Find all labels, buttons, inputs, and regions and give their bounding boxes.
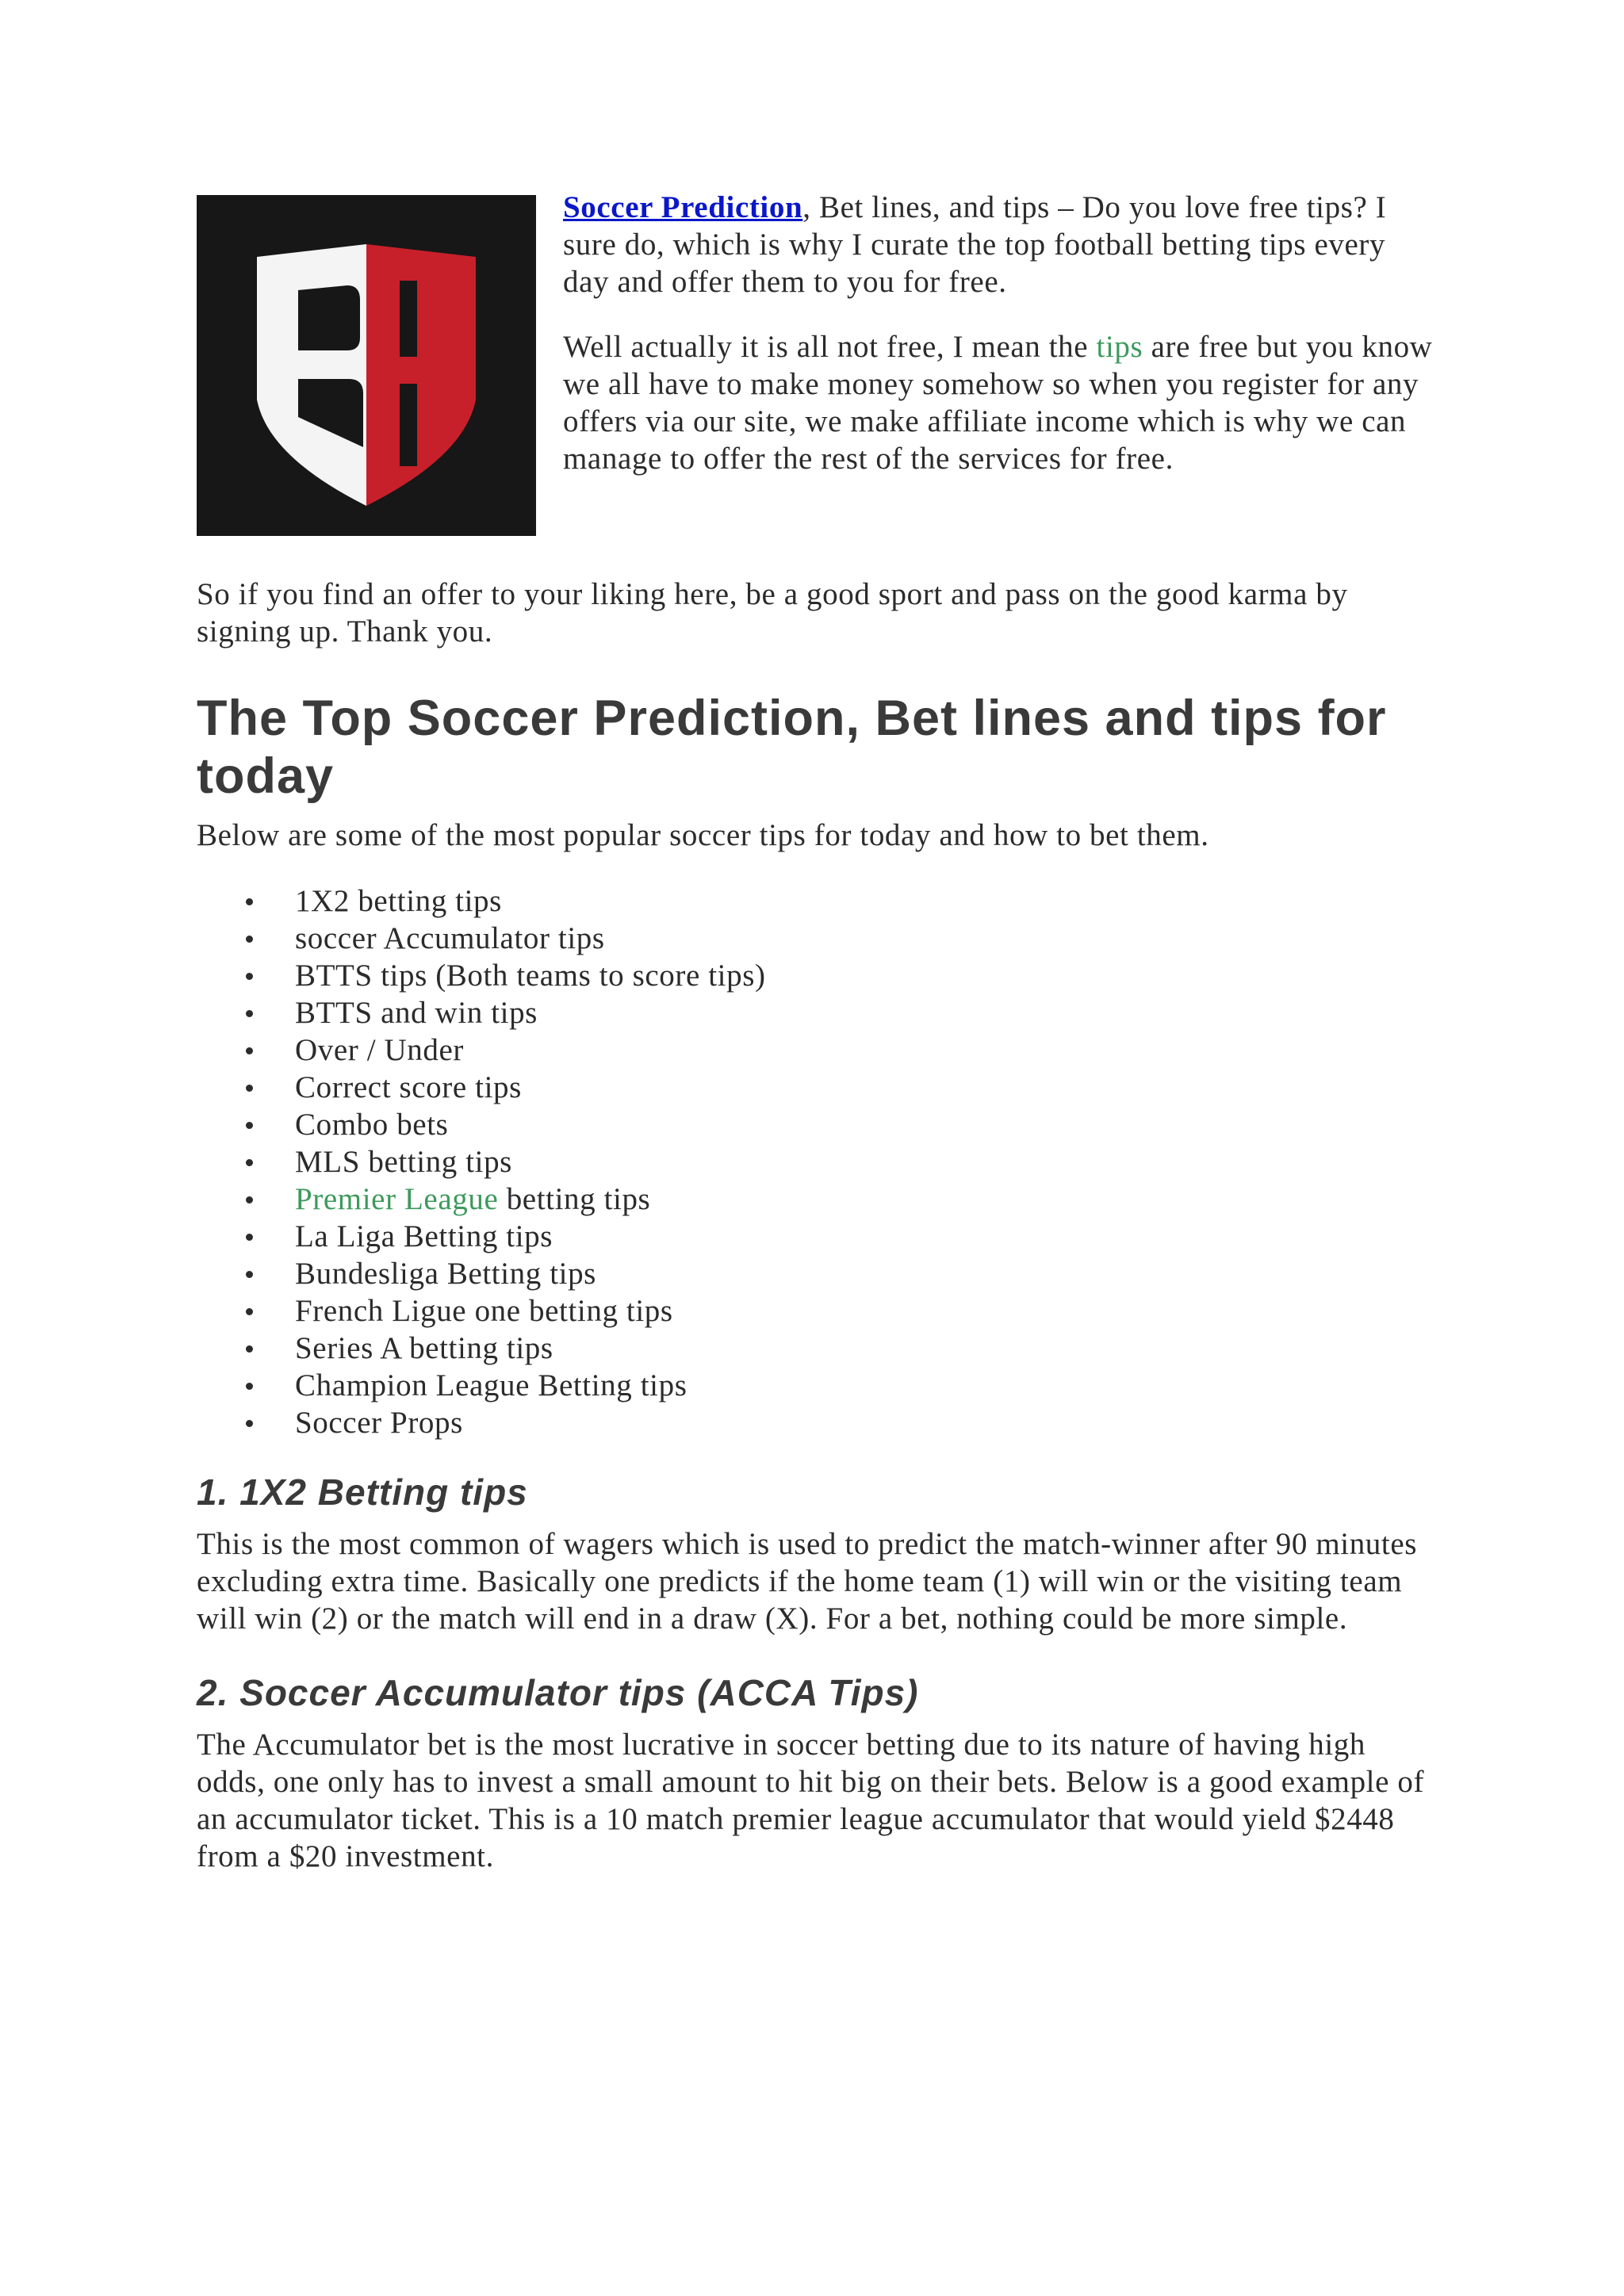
bullet-icon (246, 1308, 253, 1315)
tips-intro-paragraph: Below are some of the most popular soccer tips for today and how to bet them. (197, 818, 1209, 852)
signup-paragraph: So if you find an offer to your liking here, be a good sport and pass on the good karma by signing up. Thank you. (197, 577, 1348, 649)
list-item (295, 882, 1434, 920)
list-item-label: 1X2 betting tips (295, 884, 502, 918)
bullet-icon (246, 936, 253, 943)
list-item-label: betting tips (498, 1182, 651, 1216)
list-item-label: BTTS and win tips (295, 996, 538, 1030)
list-item (295, 1069, 1434, 1106)
bullet-icon (246, 973, 253, 980)
bullet-icon (246, 1085, 253, 1092)
intro-paragraph-1-text: , Bet lines, and tips – Do you love free tips? I sure do, which is why I curate the top football betting tips every day and offer them to you for free. (563, 190, 1387, 299)
bullet-icon (246, 1196, 253, 1203)
list-item (295, 920, 1434, 957)
list-item (295, 1218, 1434, 1255)
bullet-icon (246, 1345, 253, 1353)
list-item (295, 957, 1434, 994)
list-item-label: French Ligue one betting tips (295, 1294, 673, 1328)
list-item (295, 1367, 1434, 1404)
intro-paragraph-2-start: Well actually it is all not free, I mean the (563, 330, 1097, 364)
premier-league-link[interactable]: Premier League (295, 1182, 499, 1216)
soccer-prediction-link[interactable]: Soccer Prediction (563, 190, 803, 224)
intro-paragraph-2-end: are free but you know we all have to make money somehow so when you register for any offers via our site, we make affiliate income which is why we can manage to offer the rest of the services for free. (563, 330, 1433, 476)
section-1-heading: 1. 1X2 Betting tips (197, 1471, 528, 1513)
list-item (295, 1031, 1434, 1069)
list-item-label: Bundesliga Betting tips (295, 1257, 596, 1291)
list-item (295, 1143, 1434, 1181)
list-item (295, 1255, 1434, 1292)
list-item-label: soccer Accumulator tips (295, 921, 605, 955)
list-item (295, 994, 1434, 1031)
bullet-icon (246, 1159, 253, 1166)
list-item-label: MLS betting tips (295, 1145, 512, 1179)
list-item-label: BTTS tips (Both teams to score tips) (295, 959, 766, 993)
list-item (295, 1292, 1434, 1330)
list-item (295, 1181, 1434, 1218)
main-heading: The Top Soccer Prediction, Bet lines and tips for today (197, 691, 1387, 804)
list-item-label: Combo bets (295, 1108, 449, 1142)
bullet-icon (246, 1383, 253, 1390)
list-item-label: La Liga Betting tips (295, 1219, 553, 1253)
list-item-label: Correct score tips (295, 1070, 522, 1104)
tips-list (197, 882, 1434, 1441)
list-item-label: Soccer Props (295, 1406, 463, 1440)
section-2-heading: 2. Soccer Accumulator tips (ACCA Tips) (197, 1672, 919, 1713)
list-item (295, 1330, 1434, 1367)
article-content (197, 189, 1434, 1875)
list-item-label: Series A betting tips (295, 1331, 553, 1365)
bullet-icon (246, 1271, 253, 1278)
section-2-body: The Accumulator bet is the most lucrative in soccer betting due to its nature of having high odds, one only has to invest a small amount to hit big on their bets. Below is a good example of an accumulator ticket. This is a 10 match premier league accumulator that would yield $2448 from a $20 investment. (197, 1728, 1425, 1873)
bullet-icon (246, 1047, 253, 1054)
bh-logo (197, 195, 536, 536)
list-item-label: Over / Under (295, 1033, 464, 1067)
bullet-icon (246, 1234, 253, 1241)
tips-link[interactable]: tips (1096, 330, 1143, 364)
bullet-icon (246, 1420, 253, 1427)
list-item (295, 1106, 1434, 1143)
bullet-icon (246, 898, 253, 905)
bullet-icon (246, 1010, 253, 1017)
bullet-icon (246, 1122, 253, 1129)
intro-section (197, 189, 1434, 545)
section-1-body: This is the most common of wagers which is used to predict the match-winner after 90 minutes excluding extra time. Basically one predicts if the home team (1) will win or the visiting team will win (2) or the match will end in a draw (X). For a bet, nothing could be more simple. (197, 1527, 1418, 1636)
list-item (295, 1404, 1434, 1441)
list-item-label: Champion League Betting tips (295, 1368, 688, 1402)
